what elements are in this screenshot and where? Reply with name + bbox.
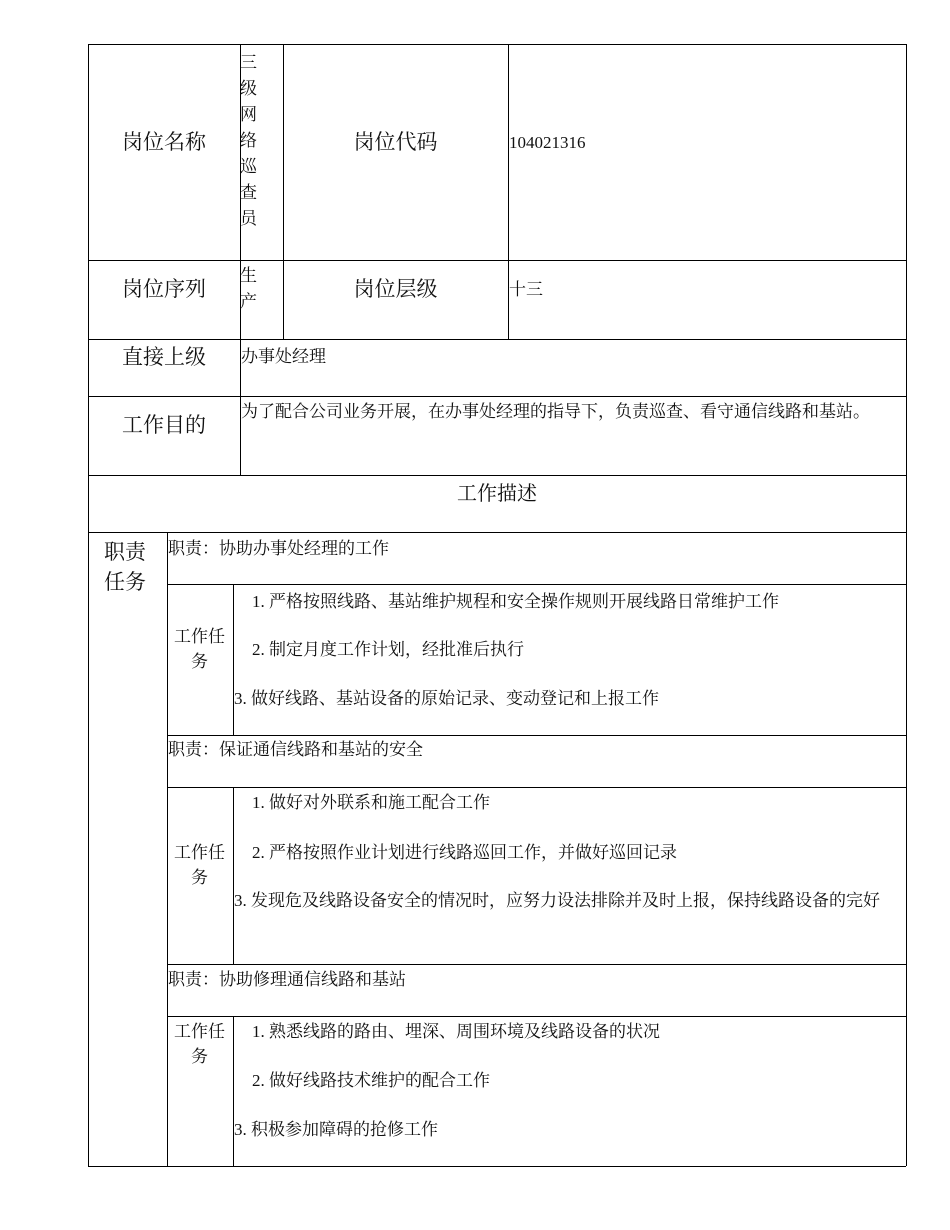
row-divider	[88, 339, 906, 340]
task-item: 1. 做好对外联系和施工配合工作	[252, 793, 490, 812]
row-divider	[167, 1016, 906, 1017]
border-left	[88, 44, 89, 1166]
tasks-label: 工作任务	[174, 627, 225, 671]
purpose-value: 为了配合公司业务开展，在办事处经理的指导下，负责巡查、看守通信线路和基站。	[241, 402, 870, 421]
duty-title: 职责：协助修理通信线路和基站	[168, 970, 406, 989]
row-divider	[88, 532, 906, 533]
col-divider	[233, 1016, 234, 1166]
row-divider	[88, 475, 906, 476]
series-label: 岗位序列	[122, 277, 206, 301]
level-label: 岗位层级	[353, 277, 438, 301]
duty-title: 职责：协助办事处经理的工作	[168, 539, 389, 558]
col-divider	[233, 584, 234, 735]
row-divider	[167, 735, 906, 736]
task-item: 2. 做好线路技术维护的配合工作	[252, 1071, 490, 1090]
position-name-value: 三级网络巡查员	[240, 53, 257, 228]
row-divider	[167, 584, 906, 585]
task-item: 3. 发现危及线路设备安全的情况时，应努力设法排除并及时上报，保持线路设备的完好	[234, 891, 880, 910]
purpose-label: 工作目的	[122, 413, 206, 437]
position-name-label: 岗位名称	[122, 130, 206, 154]
tasks-label: 工作任务	[174, 843, 225, 887]
row-divider	[88, 260, 906, 261]
series-value: 生产	[240, 266, 257, 311]
border-right	[906, 44, 907, 1166]
task-item: 2. 严格按照作业计划进行线路巡回工作，并做好巡回记录	[252, 843, 677, 862]
level-value: 十三	[509, 280, 543, 299]
border-bottom	[88, 1166, 906, 1167]
duties-label: 职责任务	[104, 540, 146, 594]
border-top	[88, 44, 906, 45]
task-item: 1. 熟悉线路的路由、埋深、周围环境及线路设备的状况	[252, 1022, 660, 1041]
supervisor-value: 办事处经理	[241, 347, 326, 366]
description-title: 工作描述	[457, 483, 537, 505]
duty-title: 职责：保证通信线路和基站的安全	[168, 740, 423, 759]
task-item: 1. 严格按照线路、基站维护规程和安全操作规则开展线路日常维护工作	[252, 592, 779, 611]
task-item: 3. 积极参加障碍的抢修工作	[234, 1120, 438, 1139]
row-divider	[167, 964, 906, 965]
row-divider	[88, 396, 906, 397]
col-divider	[233, 787, 234, 964]
task-item: 3. 做好线路、基站设备的原始记录、变动登记和上报工作	[234, 689, 659, 708]
position-code-value: 104021316	[509, 133, 586, 152]
row-divider	[167, 787, 906, 788]
supervisor-label: 直接上级	[122, 345, 206, 369]
tasks-label: 工作任务	[174, 1022, 225, 1066]
task-item: 2. 制定月度工作计划，经批准后执行	[252, 640, 524, 659]
position-code-label: 岗位代码	[353, 130, 438, 154]
